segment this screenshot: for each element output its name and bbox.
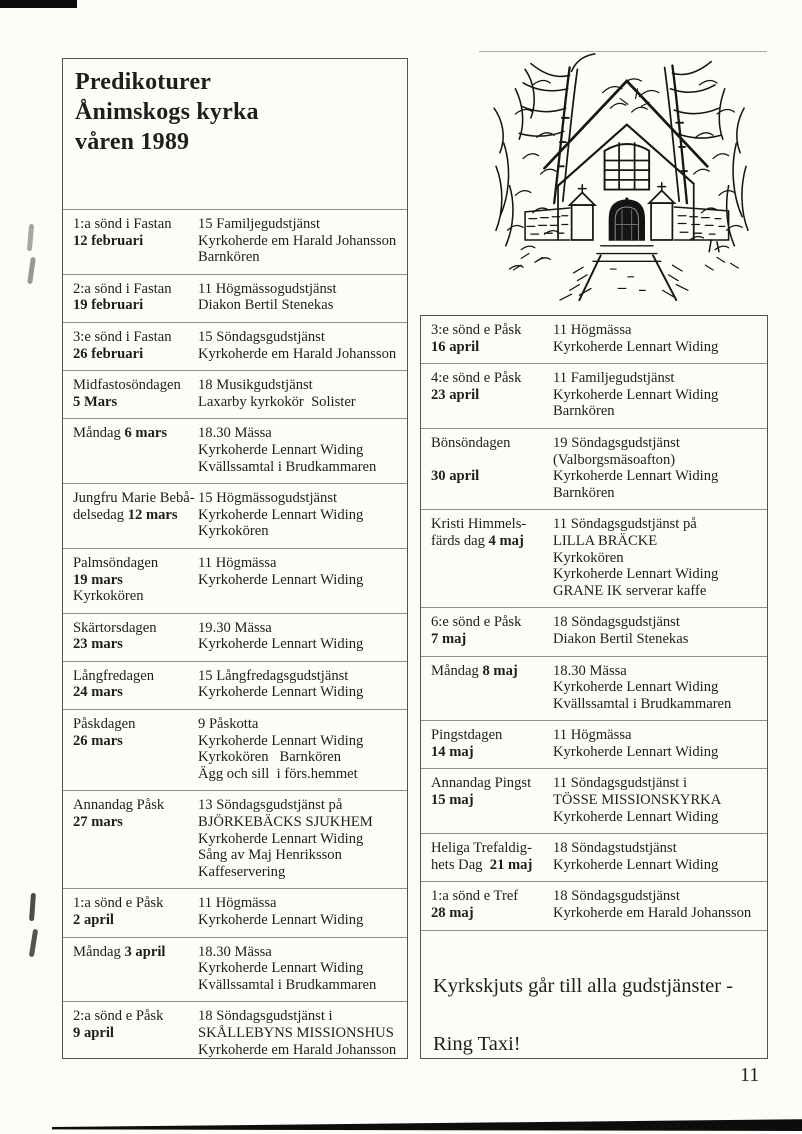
- schedule-table-right: [420, 315, 768, 1059]
- schedule-row: [63, 613, 407, 661]
- day-line: Jungfru Marie Bebå-: [73, 490, 195, 507]
- service-line: Barnkören: [553, 403, 615, 420]
- church-drawing-svg: [482, 50, 762, 302]
- day-cell: [73, 668, 198, 701]
- day-line: 28 maj: [431, 905, 474, 922]
- day-cell: [73, 490, 198, 540]
- service-cell: [198, 555, 397, 605]
- day-cell: [73, 377, 198, 410]
- day-line: 19 februari: [73, 297, 144, 314]
- service-line: Kyrkoherde Lennart Widing: [198, 571, 364, 588]
- day-line: Kyrkokören: [73, 588, 144, 605]
- schedule-row: [63, 209, 407, 274]
- day-line: 12 februari: [73, 232, 144, 249]
- service-line: TÖSSE MISSIONSKYRKA: [553, 792, 722, 809]
- schedule-row: [63, 1001, 407, 1066]
- margin-mark: [27, 257, 36, 284]
- service-line: Kyrkokören: [198, 523, 269, 540]
- service-cell: [198, 1008, 397, 1058]
- service-line: 18.30 Mässa: [198, 425, 272, 442]
- service-cell: [198, 716, 397, 782]
- service-cell: [198, 281, 397, 314]
- schedule-table-left: [62, 58, 408, 1059]
- day-cell: [431, 322, 553, 355]
- schedule-rows-left: [63, 209, 407, 1066]
- service-cell: [198, 425, 397, 475]
- day-line: Heliga Trefaldig-: [431, 840, 532, 857]
- service-cell: [553, 516, 757, 599]
- service-line: 18 Söndagsgudstjänst: [553, 888, 680, 905]
- service-line: Kyrkoherde Lennart Widing: [553, 856, 719, 873]
- day-line: 1:a sönd i Fastan: [73, 216, 172, 232]
- day-line: 14 maj: [431, 743, 474, 760]
- church-illustration: [482, 50, 762, 302]
- service-cell: [198, 797, 397, 880]
- service-line: Diakon Bertil Stenekas: [198, 297, 334, 314]
- service-line: 15 Söndagsgudstjänst: [198, 328, 325, 345]
- service-line: 18.30 Mässa: [553, 662, 627, 679]
- schedule-row: [63, 322, 407, 370]
- day-cell: [431, 516, 553, 599]
- service-line: (Valborgsmäsoafton): [553, 451, 676, 468]
- schedule-row: [421, 834, 767, 882]
- service-line: Kaffeservering: [198, 863, 286, 880]
- day-line: Midfastosöndagen: [73, 377, 181, 394]
- day-cell: [431, 840, 553, 873]
- day-cell: [431, 370, 553, 420]
- day-line: 30 april: [431, 468, 480, 485]
- service-cell: [553, 663, 757, 713]
- service-line: Kyrkoherde Lennart Widing: [198, 960, 364, 977]
- day-line: 16 april: [431, 338, 480, 355]
- service-cell: [553, 322, 757, 355]
- service-line: Barnkören: [198, 249, 260, 266]
- schedule-row: [421, 882, 767, 930]
- service-line: 18 Söndagsgudstjänst i: [198, 1008, 333, 1025]
- day-line: 3:e sönd e Påsk: [431, 322, 522, 338]
- service-cell: [198, 668, 397, 701]
- note-line-1: Kyrkskjuts går till alla gudstjänster -: [433, 974, 734, 997]
- service-line: Ägg och sill i förs.hemmet: [198, 765, 358, 782]
- day-line: 26 februari: [73, 345, 144, 362]
- schedule-row: [421, 429, 767, 510]
- service-line: 13 Söndagsgudstjänst på: [198, 797, 343, 814]
- day-line: Annandag Påsk: [73, 797, 165, 814]
- service-line: 11 Söndagsgudstjänst i: [553, 775, 688, 792]
- day-cell: [431, 435, 553, 501]
- day-line: 9 april: [73, 1024, 114, 1041]
- service-cell: [553, 370, 757, 420]
- service-line: BJÖRKEBÄCKS SJUKHEM: [198, 814, 373, 831]
- service-line: 15 Familjegudstjänst: [198, 216, 321, 232]
- day-line: Måndag 8 maj: [431, 662, 518, 679]
- service-cell: [198, 895, 397, 928]
- schedule-row: [421, 608, 767, 656]
- day-line: 1:a sönd e Påsk: [73, 895, 164, 912]
- schedule-row: [63, 790, 407, 888]
- service-line: Kyrkoherde Lennart Widing: [198, 830, 364, 847]
- service-line: 11 Högmässogudstjänst: [198, 280, 337, 297]
- page-number: 11: [740, 1064, 760, 1086]
- schedule-row: [421, 657, 767, 722]
- page-title: [63, 59, 407, 157]
- service-line: Kvällssamtal i Brudkammaren: [198, 458, 377, 475]
- service-line: Kyrkoherde Lennart Widing: [553, 808, 719, 825]
- service-cell: [553, 614, 757, 647]
- schedule-row: [63, 709, 407, 790]
- day-line: hets Dag 21 maj: [431, 856, 533, 873]
- service-line: 18.30 Mässa: [198, 943, 272, 960]
- day-line: Bönsöndagen: [431, 434, 511, 451]
- service-line: 9 Påskotta: [198, 716, 259, 733]
- service-line: Kyrkoherde Lennart Widing: [198, 912, 364, 928]
- day-line: Långfredagen: [73, 667, 155, 684]
- day-cell: [73, 716, 198, 782]
- service-cell: [553, 840, 757, 873]
- schedule-row: [63, 418, 407, 483]
- schedule-row: [63, 661, 407, 709]
- service-line: Kyrkokören: [553, 549, 624, 566]
- schedule-row: [63, 370, 407, 418]
- day-cell: [73, 425, 198, 475]
- service-line: Kyrkoherde Lennart Widing: [198, 684, 364, 701]
- note-line-2: Ring Taxi!: [433, 1032, 521, 1055]
- service-cell: [198, 377, 397, 410]
- day-line: 4:e sönd e Påsk: [431, 370, 522, 387]
- service-cell: [198, 620, 397, 653]
- service-line: Sång av Maj Henriksson: [198, 847, 342, 864]
- service-line: Kyrkoherde em Harald Johansson: [198, 345, 397, 362]
- schedule-row: [63, 937, 407, 1002]
- service-line: 18 Musikgudstjänst: [198, 377, 313, 394]
- service-line: Kyrkoherde Lennart Widing: [553, 743, 719, 760]
- service-line: Kyrkoherde Lennart Widing: [553, 468, 719, 485]
- schedule-rows-right: [421, 316, 767, 931]
- service-cell: [198, 329, 397, 362]
- service-line: Kyrkoherde Lennart Widing: [553, 566, 719, 583]
- day-line: Skärtorsdagen: [73, 619, 157, 636]
- day-cell: [431, 663, 553, 713]
- service-line: Kyrkokören Barnkören: [198, 749, 342, 766]
- schedule-row: [421, 721, 767, 769]
- service-line: Kvällssamtal i Brudkammaren: [553, 695, 732, 712]
- day-line: Pingstdagen: [431, 727, 503, 744]
- day-cell: [73, 895, 198, 928]
- schedule-row: [63, 274, 407, 322]
- title-line-2: Ånimskogs kyrka: [75, 99, 259, 125]
- title-line-1: Predikoturer: [75, 69, 212, 95]
- day-line: färds dag 4 maj: [431, 532, 524, 549]
- day-line: delsedag 12 mars: [73, 506, 178, 523]
- service-cell: [553, 435, 757, 501]
- day-line: 2:a sönd i Fastan: [73, 280, 172, 297]
- schedule-row: [63, 548, 407, 613]
- service-line: LILLA BRÄCKE: [553, 532, 658, 549]
- service-cell: [553, 888, 757, 921]
- service-line: 19 Söndagsgudstjänst: [553, 434, 680, 451]
- day-line: 15 maj: [431, 792, 474, 809]
- day-cell: [431, 727, 553, 760]
- day-cell: [431, 888, 553, 921]
- day-line: 27 mars: [73, 814, 123, 831]
- schedule-row: [63, 888, 407, 936]
- day-line: Kristi Himmels-: [431, 516, 527, 533]
- day-line: [431, 452, 553, 469]
- service-cell: [198, 216, 397, 266]
- service-cell: [198, 490, 397, 540]
- service-line: Kyrkoherde Lennart Widing: [198, 636, 364, 653]
- schedule-row: [421, 316, 767, 364]
- day-cell: [73, 620, 198, 653]
- service-line: GRANE IK serverar kaffe: [553, 582, 707, 599]
- service-line: 11 Högmässa: [553, 727, 632, 744]
- service-line: 15 Högmässogudstjänst: [198, 490, 338, 507]
- day-cell: [73, 797, 198, 880]
- scan-edge-artifact-top: [0, 0, 77, 8]
- service-line: Kyrkoherde Lennart Widing: [198, 732, 364, 749]
- margin-mark: [27, 224, 34, 251]
- day-cell: [73, 944, 198, 994]
- service-line: 11 Familjegudstjänst: [553, 370, 675, 387]
- schedule-row: [421, 769, 767, 834]
- day-cell: [73, 216, 198, 266]
- service-line: 18 Söndagsgudstjänst: [553, 614, 680, 631]
- service-line: 11 Högmässa: [198, 554, 277, 571]
- service-cell: [198, 944, 397, 994]
- service-line: Kyrkoherde em Harald Johansson: [198, 232, 397, 249]
- service-line: 19.30 Mässa: [198, 619, 272, 636]
- day-line: 19 mars: [73, 571, 123, 588]
- day-cell: [431, 775, 553, 825]
- margin-mark: [29, 893, 36, 921]
- day-line: 23 april: [431, 386, 480, 403]
- day-cell: [73, 329, 198, 362]
- day-cell: [431, 614, 553, 647]
- service-line: Kyrkoherde Lennart Widing: [553, 386, 719, 403]
- service-line: Barnkören: [553, 484, 615, 501]
- day-cell: [73, 281, 198, 314]
- service-cell: [553, 775, 757, 825]
- service-line: 11 Högmässa: [198, 895, 277, 912]
- service-line: 18 Söndagstudstjänst: [553, 840, 677, 857]
- service-line: Laxarby kyrkokör Solister: [198, 393, 356, 410]
- service-cell: [553, 727, 757, 760]
- margin-mark: [29, 929, 38, 957]
- service-line: Kyrkoherde em Harald Johansson: [553, 905, 752, 922]
- day-cell: [73, 555, 198, 605]
- schedule-row: [421, 510, 767, 608]
- scan-edge-artifact-bottom: [52, 1119, 802, 1132]
- day-cell: [73, 1008, 198, 1058]
- service-line: Kyrkoherde Lennart Widing: [553, 338, 719, 355]
- title-line-3: våren 1989: [75, 129, 190, 155]
- service-line: Kvällssamtal i Brudkammaren: [198, 976, 377, 993]
- day-line: 1:a sönd e Tref: [431, 888, 519, 905]
- day-line: Påskdagen: [73, 716, 136, 733]
- service-line: Kyrkoherde em Harald Johansson: [198, 1041, 397, 1058]
- day-line: Annandag Pingst: [431, 775, 532, 792]
- day-line: 24 mars: [73, 684, 123, 701]
- service-line: 11 Söndagsgudstjänst på: [553, 516, 697, 533]
- service-line: SKÅLLEBYNS MISSIONSHUS: [198, 1024, 394, 1041]
- day-line: Palmsöndagen: [73, 554, 159, 571]
- day-line: 5 Mars: [73, 393, 118, 410]
- day-line: 6:e sönd e Påsk: [431, 614, 522, 631]
- day-line: 2 april: [73, 912, 114, 928]
- schedule-row: [63, 483, 407, 548]
- service-line: Kyrkoherde Lennart Widing: [198, 441, 364, 458]
- day-line: 3:e sönd i Fastan: [73, 328, 172, 345]
- service-line: Kyrkoherde Lennart Widing: [198, 506, 364, 523]
- schedule-row: [421, 364, 767, 429]
- day-line: Måndag 3 april: [73, 943, 166, 960]
- service-line: Diakon Bertil Stenekas: [553, 630, 689, 647]
- service-line: Kyrkoherde Lennart Widing: [553, 679, 719, 696]
- day-line: 26 mars: [73, 732, 123, 749]
- transport-note: [421, 973, 767, 1057]
- day-line: Måndag 6 mars: [73, 425, 168, 442]
- day-line: 23 mars: [73, 636, 123, 653]
- day-line: 2:a sönd e Påsk: [73, 1008, 164, 1025]
- service-line: 15 Långfredagsgudstjänst: [198, 667, 349, 684]
- day-line: 7 maj: [431, 630, 467, 647]
- service-line: 11 Högmässa: [553, 322, 632, 338]
